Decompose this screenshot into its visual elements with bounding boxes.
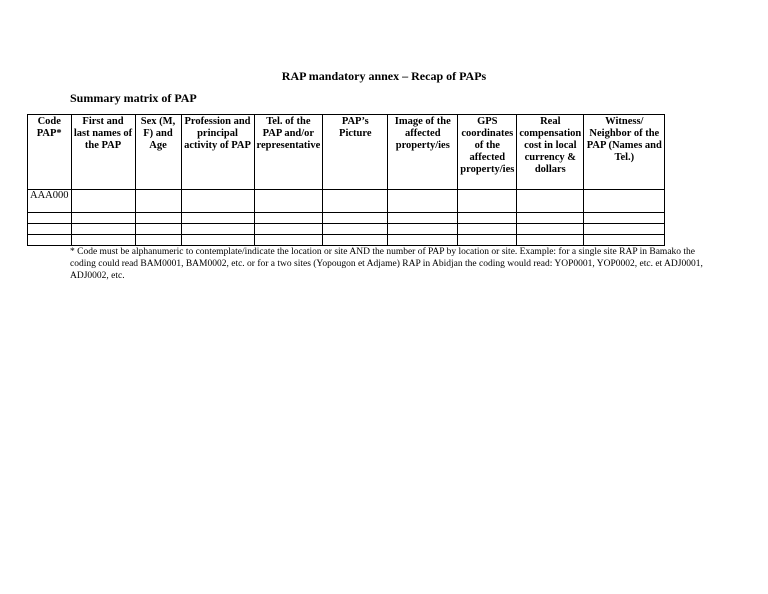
header-profession: Profession and principal activity of PAP — [181, 115, 254, 190]
table-cell — [584, 213, 665, 224]
table-row — [28, 224, 665, 235]
table-cell — [254, 235, 323, 246]
table-cell — [181, 190, 254, 213]
header-picture: PAP’s Picture — [323, 115, 388, 190]
table-cell — [388, 213, 458, 224]
table-cell — [71, 235, 135, 246]
table-cell — [71, 224, 135, 235]
table-cell — [323, 224, 388, 235]
table-row — [28, 213, 665, 224]
table-cell — [517, 235, 584, 246]
table-cell — [135, 224, 181, 235]
header-names: First and last names of the PAP — [71, 115, 135, 190]
table-cell — [71, 213, 135, 224]
table-cell — [71, 190, 135, 213]
table-cell — [181, 235, 254, 246]
table-cell — [135, 190, 181, 213]
header-sex-age: Sex (M, F) and Age — [135, 115, 181, 190]
table-cell — [323, 235, 388, 246]
table-cell — [584, 190, 665, 213]
table-cell — [388, 235, 458, 246]
table-cell — [28, 235, 72, 246]
table-row — [28, 235, 665, 246]
table-cell — [517, 190, 584, 213]
table-cell: AAA000 — [28, 190, 72, 213]
table-subtitle: Summary matrix of PAP — [70, 91, 197, 105]
header-code-pap: Code PAP* — [28, 115, 72, 190]
table-cell — [254, 224, 323, 235]
table-cell — [28, 213, 72, 224]
document-title: RAP mandatory annex – Recap of PAPs — [281, 69, 487, 83]
table-cell — [388, 224, 458, 235]
table-cell — [323, 213, 388, 224]
table-cell — [254, 190, 323, 213]
pap-summary-table — [27, 114, 665, 246]
header-gps: GPS coordinates of the affected property/ies — [458, 115, 517, 190]
table-cell — [458, 224, 517, 235]
table-cell — [135, 235, 181, 246]
table-row — [28, 190, 665, 213]
table-cell — [517, 224, 584, 235]
code-footnote: * Code must be alphanumeric to contemplate/indicate the location or site AND the number of PAP by location or site. Example: for a single site RAP in Bamako the coding could read BAM0001, BAM0002, etc. or for a two sites (Yopougon et Adjame) RAP in Abidjan the coding would read: YOP0001, YOP0002, etc. et ADJ0001, ADJ0002, etc. — [70, 247, 703, 281]
table-cell — [584, 224, 665, 235]
table-cell — [181, 224, 254, 235]
header-property-image: Image of the affected property/ies — [388, 115, 458, 190]
table-cell — [323, 190, 388, 213]
table-cell — [388, 190, 458, 213]
table-cell — [135, 213, 181, 224]
header-compensation: Real compensation cost in local currency & dollars — [517, 115, 584, 190]
table-cell — [458, 190, 517, 213]
table-header-row — [28, 115, 665, 190]
table-cell — [28, 224, 72, 235]
header-witness: Witness/ Neighbor of the PAP (Names and Tel.) — [584, 115, 665, 190]
table-cell — [458, 213, 517, 224]
header-telephone: Tel. of the PAP and/or representative — [254, 115, 323, 190]
table-cell — [254, 213, 323, 224]
table-cell — [517, 213, 584, 224]
table-cell — [458, 235, 517, 246]
table-cell — [181, 213, 254, 224]
table-cell — [584, 235, 665, 246]
